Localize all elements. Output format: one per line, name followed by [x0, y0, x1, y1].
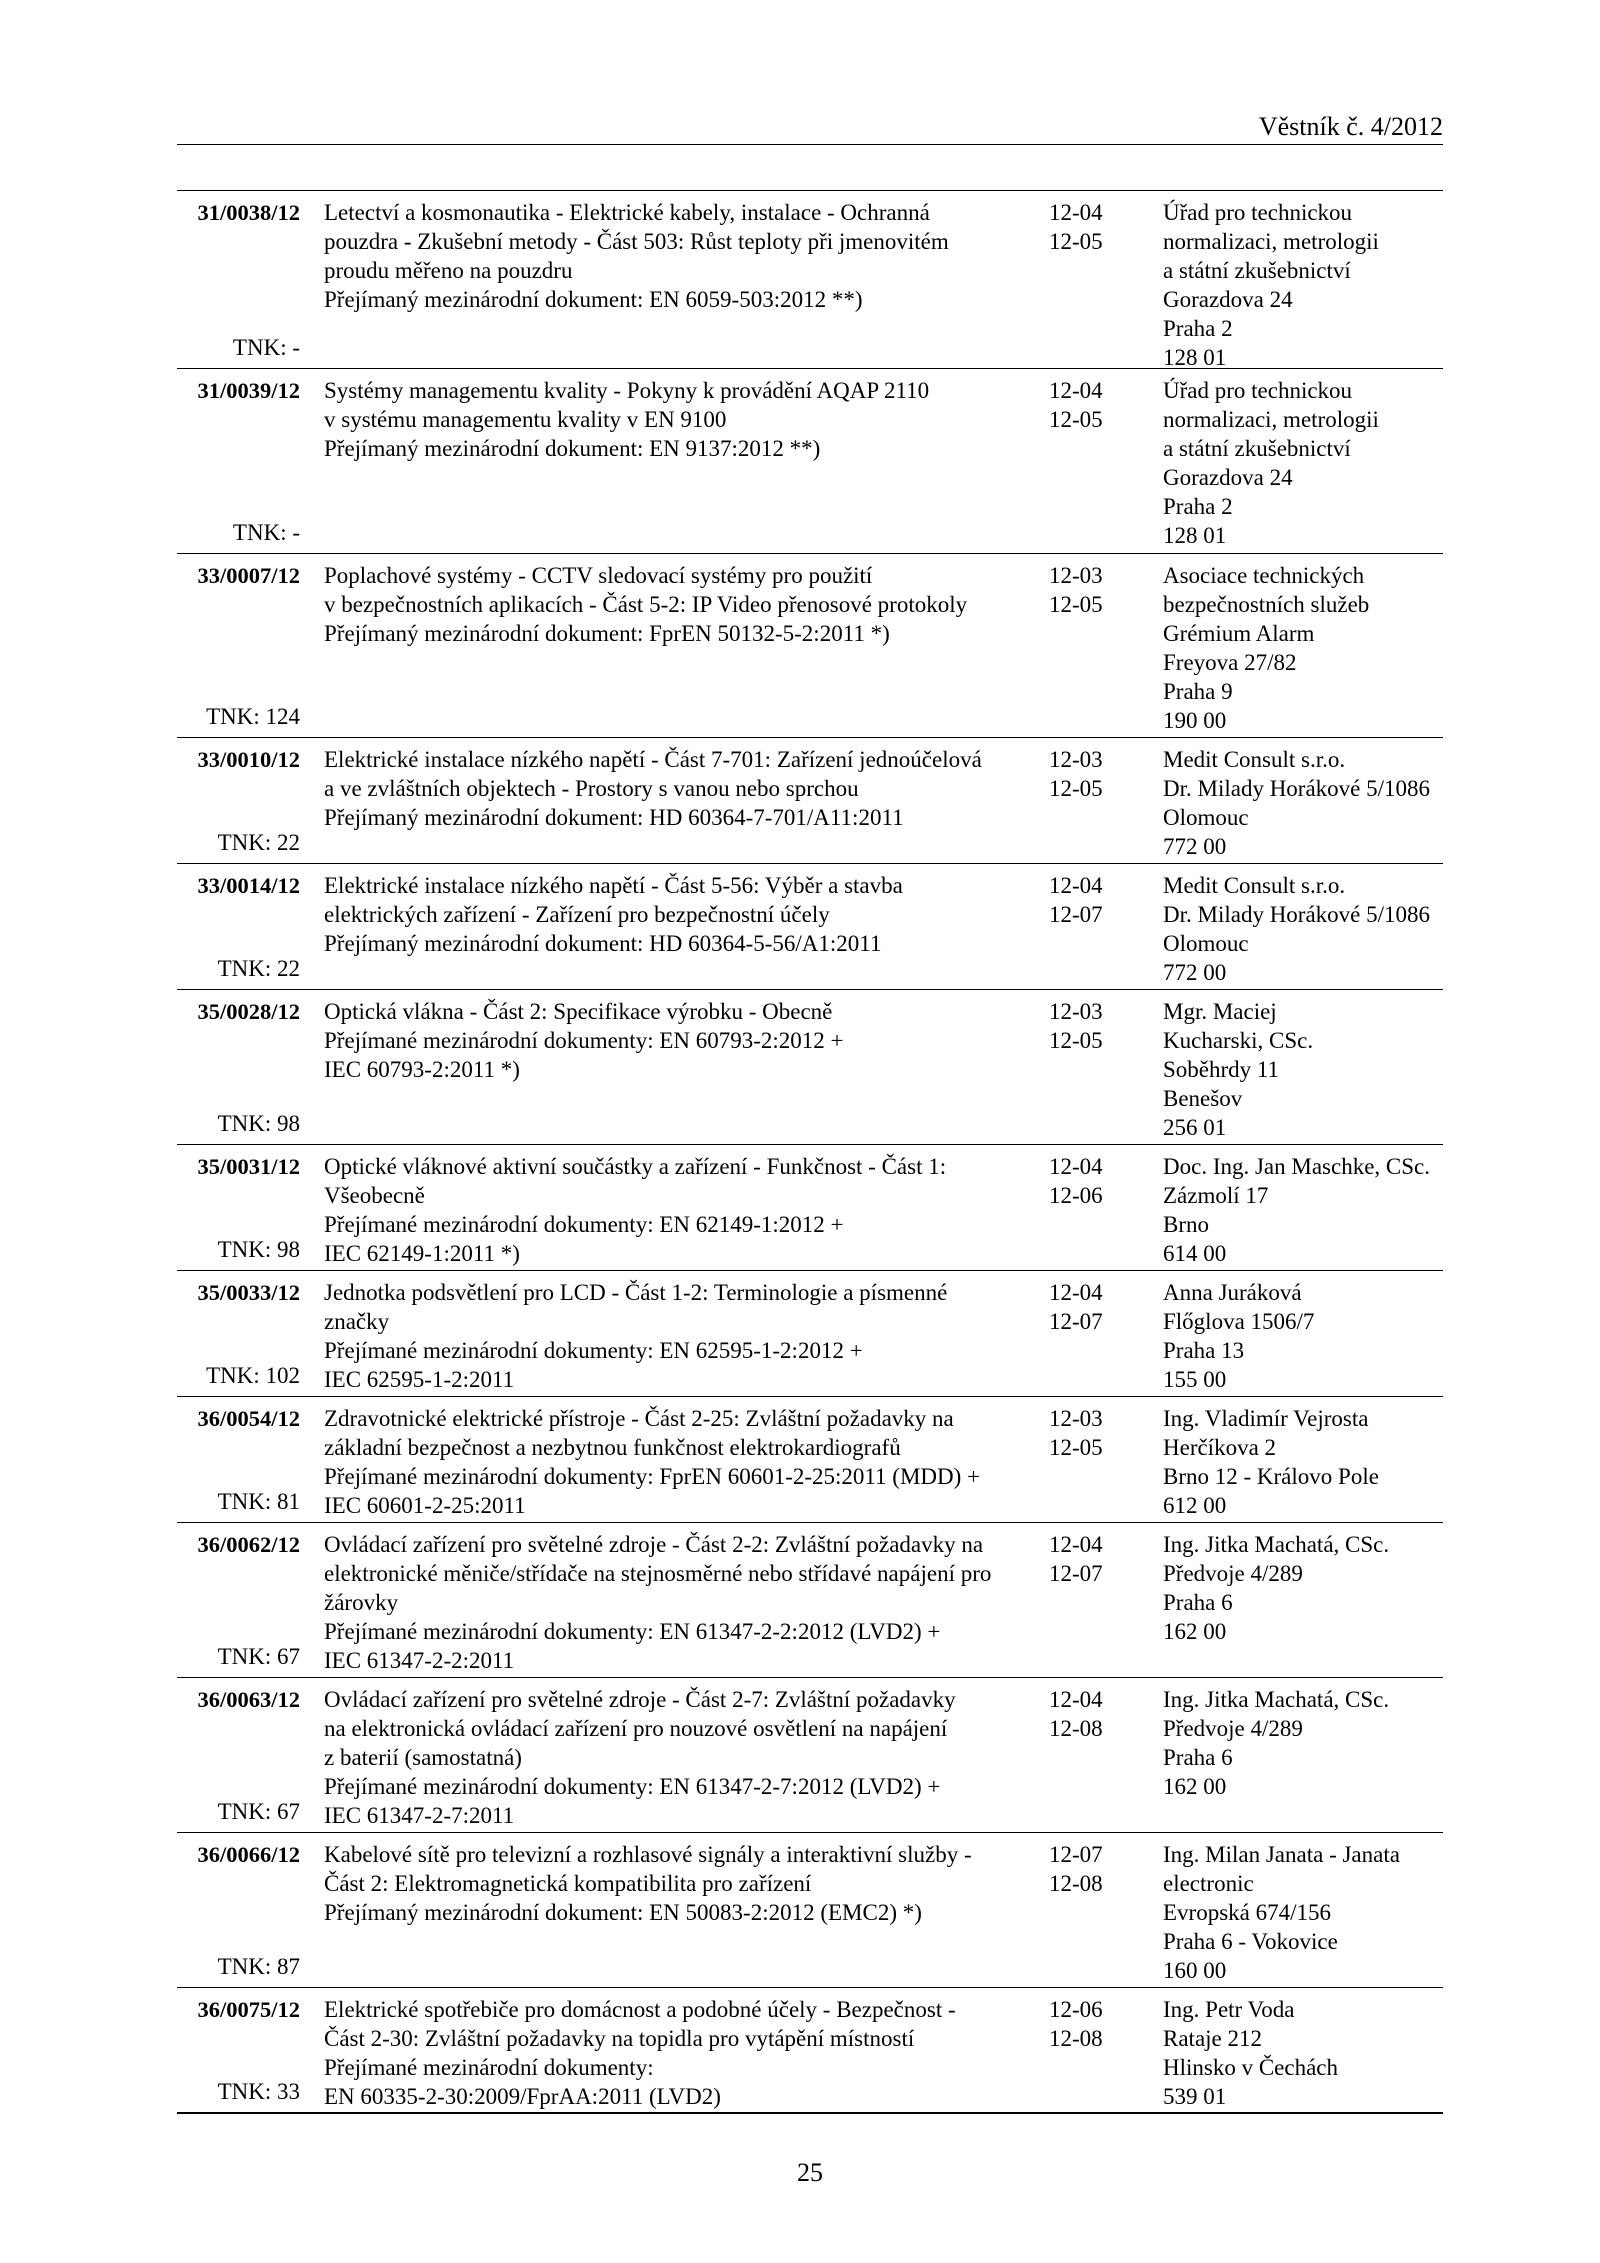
- contact-address-cell-line: bezpečnostních služeb: [1163, 592, 1370, 617]
- dates-cell: [1049, 745, 1139, 803]
- description-cell-line: v systému managementu kvality v EN 9100: [324, 407, 727, 432]
- description-cell-line: Elektrické spotřebiče pro domácnost a podobné účely - Bezpečnost -: [324, 1997, 956, 2022]
- table-row: [177, 1678, 1443, 1833]
- tnk-label: TNK: -: [232, 520, 300, 545]
- description-cell: [324, 1278, 1024, 1394]
- contact-address-cell-line: Benešov: [1163, 1086, 1243, 1111]
- document-id-cell: [177, 1271, 300, 1396]
- description-cell-line: Přejímané mezinárodní dokumenty: EN 60793-2:2012 +: [324, 1028, 844, 1053]
- dates-cell-line: 12-05: [1049, 407, 1103, 432]
- document-number: 35/0031/12: [197, 1154, 300, 1179]
- document-id-cell: [177, 369, 300, 553]
- dates-cell-line: 12-04: [1049, 1280, 1103, 1305]
- journal-title: Věstník č. 4/2012: [1258, 112, 1443, 141]
- description-cell-line: Část 2-30: Zvláštní požadavky na topidla pro vytápění místností: [324, 2026, 915, 2051]
- description-cell-line: Přejímané mezinárodní dokumenty: EN 62149-1:2012 +: [324, 1212, 844, 1237]
- contact-address-cell-line: 612 00: [1163, 1493, 1227, 1518]
- contact-address-cell-line: Rataje 212: [1163, 2026, 1262, 2051]
- tnk-label: TNK: -: [232, 335, 300, 360]
- contact-address-cell-line: Praha 2: [1163, 494, 1233, 519]
- description-cell-line: IEC 60601-2-25:2011: [324, 1493, 526, 1518]
- description-cell-line: Přejímaný mezinárodní dokument: EN 6059-503:2012 **): [324, 287, 863, 312]
- dates-cell-line: 12-05: [1049, 1435, 1103, 1460]
- document-number: 33/0007/12: [197, 563, 300, 588]
- description-cell: [324, 997, 1024, 1084]
- document-number: 33/0014/12: [197, 873, 300, 898]
- description-cell-line: elektrických zařízení - Zařízení pro bezpečnostní účely: [324, 902, 830, 927]
- description-cell-line: Kabelové sítě pro televizní a rozhlasové signály a interaktivní služby -: [324, 1842, 972, 1867]
- tnk-label: TNK: 102: [206, 1363, 300, 1388]
- document-number: 35/0028/12: [197, 999, 300, 1024]
- description-cell: [324, 871, 1024, 958]
- document-number: 36/0066/12: [197, 1842, 300, 1867]
- dates-cell-line: 12-06: [1049, 1183, 1103, 1208]
- contact-address-cell-line: Praha 9: [1163, 679, 1233, 704]
- description-cell-line: Přejímané mezinárodní dokumenty: FprEN 60601-2-25:2011 (MDD) +: [324, 1464, 981, 1489]
- contact-address-cell-line: Praha 2: [1163, 316, 1233, 341]
- tnk-label: TNK: 22: [217, 830, 300, 855]
- contact-address-cell-line: Gorazdova 24: [1163, 465, 1293, 490]
- description-cell-line: Přejímaný mezinárodní dokument: EN 50083-2:2012 (EMC2) *): [324, 1900, 922, 1925]
- tnk-label: TNK: 67: [217, 1644, 300, 1669]
- contact-address-cell: [1163, 1152, 1448, 1268]
- description-cell-line: Přejímané mezinárodní dokumenty: EN 61347-2-7:2012 (LVD2) +: [324, 1774, 941, 1799]
- contact-address-cell-line: Praha 6: [1163, 1590, 1233, 1615]
- dates-cell-line: 12-05: [1049, 1028, 1103, 1053]
- description-cell-line: Elektrické instalace nízkého napětí - Část 7-701: Zařízení jednoúčelová: [324, 747, 982, 772]
- contact-address-cell: [1163, 1404, 1448, 1520]
- description-cell-line: Systémy managementu kvality - Pokyny k provádění AQAP 2110: [324, 378, 930, 403]
- contact-address-cell-line: a státní zkušebnictví: [1163, 258, 1351, 283]
- contact-address-cell: [1163, 745, 1448, 861]
- contact-address-cell-line: 772 00: [1163, 960, 1227, 985]
- table-row: [177, 554, 1443, 738]
- document-id-cell: [177, 1678, 300, 1832]
- contact-address-cell-line: 128 01: [1163, 523, 1227, 548]
- contact-address-cell-line: 155 00: [1163, 1367, 1227, 1392]
- document-number: 31/0039/12: [197, 378, 300, 403]
- document-id-cell: [177, 554, 300, 737]
- contact-address-cell: [1163, 1995, 1448, 2111]
- tnk-label: TNK: 124: [206, 704, 300, 729]
- dates-cell: [1049, 1152, 1139, 1210]
- dates-cell-line: 12-04: [1049, 378, 1103, 403]
- description-cell-line: Přejímané mezinárodní dokumenty: EN 62595-1-2:2012 +: [324, 1338, 863, 1363]
- tnk-label: TNK: 67: [217, 1799, 300, 1824]
- document-id-cell: [177, 1523, 300, 1677]
- dates-cell: [1049, 1685, 1139, 1743]
- dates-cell: [1049, 376, 1139, 434]
- table-row: [177, 1988, 1443, 2114]
- description-cell: [324, 1995, 1024, 2111]
- description-cell-line: z baterií (samostatná): [324, 1745, 522, 1770]
- dates-cell: [1049, 198, 1139, 256]
- contact-address-cell-line: Ing. Petr Voda: [1163, 1997, 1295, 2022]
- contact-address-cell-line: Úřad pro technickou: [1163, 378, 1353, 403]
- description-cell-line: Letectví a kosmonautika - Elektrické kabely, instalace - Ochranná: [324, 200, 930, 225]
- description-cell: [324, 745, 1024, 832]
- dates-cell-line: 12-04: [1049, 1154, 1103, 1179]
- description-cell-line: IEC 62595-1-2:2011: [324, 1367, 515, 1392]
- tnk-label: TNK: 98: [217, 1111, 300, 1136]
- contact-address-cell-line: a státní zkušebnictví: [1163, 436, 1351, 461]
- contact-address-cell-line: Evropská 674/156: [1163, 1900, 1332, 1925]
- description-cell-line: Poplachové systémy - CCTV sledovací systémy pro použití: [324, 563, 873, 588]
- description-cell: [324, 1152, 1024, 1268]
- contact-address-cell-line: Mgr. Maciej: [1163, 999, 1277, 1024]
- contact-address-cell-line: Medit Consult s.r.o.: [1163, 873, 1346, 898]
- dates-cell-line: 12-03: [1049, 563, 1103, 588]
- contact-address-cell-line: normalizaci, metrologii: [1163, 229, 1379, 254]
- dates-cell-line: 12-04: [1049, 873, 1103, 898]
- standards-table: [177, 190, 1443, 2114]
- dates-cell-line: 12-03: [1049, 999, 1103, 1024]
- contact-address-cell: [1163, 1278, 1448, 1394]
- description-cell-line: v bezpečnostních aplikacích - Část 5-2: IP Video přenosové protokoly: [324, 592, 968, 617]
- table-row: [177, 1145, 1443, 1271]
- contact-address-cell-line: 162 00: [1163, 1619, 1227, 1644]
- description-cell-line: základní bezpečnost a nezbytnou funkčnost elektrokardiografů: [324, 1435, 901, 1460]
- contact-address-cell-line: Praha 13: [1163, 1338, 1245, 1363]
- contact-address-cell: [1163, 997, 1448, 1142]
- contact-address-cell-line: Herčíkova 2: [1163, 1435, 1277, 1460]
- dates-cell-line: 12-04: [1049, 1532, 1103, 1557]
- document-number: 36/0062/12: [197, 1532, 300, 1557]
- dates-cell: [1049, 871, 1139, 929]
- contact-address-cell-line: Ing. Milan Janata - Janata: [1163, 1842, 1400, 1867]
- dates-cell: [1049, 1840, 1139, 1898]
- dates-cell-line: 12-03: [1049, 1406, 1103, 1431]
- dates-cell-line: 12-07: [1049, 1842, 1103, 1867]
- description-cell-line: Jednotka podsvětlení pro LCD - Část 1-2: Terminologie a písmenné: [324, 1280, 948, 1305]
- document-id-cell: [177, 191, 300, 368]
- contact-address-cell-line: Flőglova 1506/7: [1163, 1309, 1315, 1334]
- contact-address-cell-line: Hlinsko v Čechách: [1163, 2055, 1339, 2080]
- page-number: 25: [797, 2158, 823, 2187]
- table-row: [177, 1397, 1443, 1523]
- contact-address-cell-line: 772 00: [1163, 834, 1227, 859]
- contact-address-cell: [1163, 198, 1448, 372]
- table-row: [177, 1833, 1443, 1988]
- document-id-cell: [177, 1397, 300, 1522]
- document-id-cell: [177, 738, 300, 863]
- description-cell-line: pouzdra - Zkušební metody - Část 503: Růst teploty při jmenovitém: [324, 229, 949, 254]
- table-row: [177, 990, 1443, 1145]
- description-cell-line: proudu měřeno na pouzdru: [324, 258, 573, 283]
- dates-cell-line: 12-08: [1049, 1716, 1103, 1741]
- contact-address-cell-line: Dr. Milady Horákové 5/1086: [1163, 776, 1431, 801]
- dates-cell-line: 12-07: [1049, 1561, 1103, 1586]
- description-cell-line: Přejímaný mezinárodní dokument: EN 9137:2012 **): [324, 436, 821, 461]
- description-cell: [324, 561, 1024, 648]
- table-row: [177, 738, 1443, 864]
- contact-address-cell-line: Předvoje 4/289: [1163, 1561, 1303, 1586]
- description-cell-line: Všeobecně: [324, 1183, 425, 1208]
- contact-address-cell-line: Brno: [1163, 1212, 1209, 1237]
- description-cell-line: IEC 60793-2:2011 *): [324, 1057, 520, 1082]
- contact-address-cell-line: 160 00: [1163, 1958, 1227, 1983]
- document-id-cell: [177, 990, 300, 1144]
- tnk-label: TNK: 87: [217, 1954, 300, 1979]
- dates-cell: [1049, 1278, 1139, 1336]
- contact-address-cell-line: Úřad pro technickou: [1163, 200, 1353, 225]
- description-cell: [324, 1685, 1024, 1830]
- dates-cell-line: 12-07: [1049, 1309, 1103, 1334]
- contact-address-cell-line: 614 00: [1163, 1241, 1227, 1266]
- description-cell-line: Zdravotnické elektrické přístroje - Část 2-25: Zvláštní požadavky na: [324, 1406, 954, 1431]
- contact-address-cell-line: 539 01: [1163, 2084, 1227, 2109]
- description-cell-line: IEC 61347-2-2:2011: [324, 1648, 515, 1673]
- contact-address-cell-line: Kucharski, CSc.: [1163, 1028, 1314, 1053]
- description-cell-line: Optické vláknové aktivní součástky a zařízení - Funkčnost - Část 1:: [324, 1154, 947, 1179]
- document-id-cell: [177, 1988, 300, 2112]
- contact-address-cell-line: Doc. Ing. Jan Maschke, CSc.: [1163, 1154, 1431, 1179]
- description-cell: [324, 1530, 1024, 1675]
- dates-cell-line: 12-05: [1049, 776, 1103, 801]
- document-id-cell: [177, 1833, 300, 1987]
- contact-address-cell: [1163, 1530, 1448, 1646]
- description-cell-line: Ovládací zařízení pro světelné zdroje - Část 2-7: Zvláštní požadavky: [324, 1687, 956, 1712]
- contact-address-cell-line: Ing. Vladimír Vejrosta: [1163, 1406, 1369, 1431]
- description-cell-line: Přejímaný mezinárodní dokument: HD 60364-5-56/A1:2011: [324, 931, 882, 956]
- description-cell-line: Část 2: Elektromagnetická kompatibilita pro zařízení: [324, 1871, 812, 1896]
- description-cell-line: žárovky: [324, 1590, 399, 1615]
- description-cell: [324, 1404, 1024, 1520]
- contact-address-cell-line: Praha 6: [1163, 1745, 1233, 1770]
- description-cell: [324, 1840, 1024, 1927]
- contact-address-cell-line: Zázmolí 17: [1163, 1183, 1269, 1208]
- tnk-label: TNK: 33: [217, 2079, 300, 2104]
- description-cell-line: EN 60335-2-30:2009/FprAA:2011 (LVD2): [324, 2084, 721, 2109]
- contact-address-cell-line: Ing. Jitka Machatá, CSc.: [1163, 1687, 1390, 1712]
- contact-address-cell-line: Předvoje 4/289: [1163, 1716, 1303, 1741]
- description-cell-line: Ovládací zařízení pro světelné zdroje - Část 2-2: Zvláštní požadavky na: [324, 1532, 984, 1557]
- document-number: 35/0033/12: [197, 1280, 300, 1305]
- description-cell: [324, 376, 1024, 463]
- contact-address-cell-line: electronic: [1163, 1871, 1254, 1896]
- contact-address-cell: [1163, 561, 1448, 735]
- description-cell-line: Přejímaný mezinárodní dokument: HD 60364-7-701/A11:2011: [324, 805, 904, 830]
- contact-address-cell-line: 190 00: [1163, 708, 1227, 733]
- contact-address-cell-line: Gorazdova 24: [1163, 287, 1293, 312]
- table-row: [177, 1523, 1443, 1678]
- description-cell-line: IEC 61347-2-7:2011: [324, 1803, 515, 1828]
- contact-address-cell: [1163, 1840, 1448, 1985]
- dates-cell: [1049, 1995, 1139, 2053]
- contact-address-cell-line: Asociace technických: [1163, 563, 1365, 588]
- contact-address-cell: [1163, 871, 1448, 987]
- tnk-label: TNK: 98: [217, 1237, 300, 1262]
- description-cell-line: IEC 62149-1:2011 *): [324, 1241, 520, 1266]
- contact-address-cell-line: 256 01: [1163, 1115, 1227, 1140]
- contact-address-cell: [1163, 1685, 1448, 1801]
- dates-cell-line: 12-04: [1049, 200, 1103, 225]
- dates-cell-line: 12-05: [1049, 592, 1103, 617]
- table-row: [177, 864, 1443, 990]
- document-id-cell: [177, 864, 300, 989]
- description-cell-line: Elektrické instalace nízkého napětí - Část 5-56: Výběr a stavba: [324, 873, 903, 898]
- tnk-label: TNK: 22: [217, 956, 300, 981]
- dates-cell-line: 12-03: [1049, 747, 1103, 772]
- description-cell-line: elektronické měniče/střídače na stejnosměrné nebo střídavé napájení pro: [324, 1561, 992, 1586]
- contact-address-cell-line: Dr. Milady Horákové 5/1086: [1163, 902, 1431, 927]
- description-cell-line: Přejímaný mezinárodní dokument: FprEN 50132-5-2:2011 *): [324, 621, 890, 646]
- dates-cell-line: 12-06: [1049, 1997, 1103, 2022]
- dates-cell-line: 12-05: [1049, 229, 1103, 254]
- description-cell-line: značky: [324, 1309, 390, 1334]
- document-id-cell: [177, 1145, 300, 1270]
- table-row: [177, 191, 1443, 369]
- contact-address-cell-line: Brno 12 - Královo Pole: [1163, 1464, 1379, 1489]
- contact-address-cell-line: Anna Juráková: [1163, 1280, 1302, 1305]
- description-cell-line: Přejímané mezinárodní dokumenty: EN 61347-2-2:2012 (LVD2) +: [324, 1619, 941, 1644]
- document-number: 31/0038/12: [197, 200, 300, 225]
- dates-cell: [1049, 1404, 1139, 1462]
- description-cell-line: Optická vlákna - Část 2: Specifikace výrobku - Obecně: [324, 999, 833, 1024]
- dates-cell-line: 12-08: [1049, 2026, 1103, 2051]
- dates-cell: [1049, 997, 1139, 1055]
- dates-cell-line: 12-08: [1049, 1871, 1103, 1896]
- dates-cell-line: 12-04: [1049, 1687, 1103, 1712]
- contact-address-cell-line: Olomouc: [1163, 805, 1249, 830]
- document-number: 36/0063/12: [197, 1687, 300, 1712]
- contact-address-cell-line: Medit Consult s.r.o.: [1163, 747, 1346, 772]
- dates-cell-line: 12-07: [1049, 902, 1103, 927]
- description-cell-line: Přejímané mezinárodní dokumenty:: [324, 2055, 654, 2080]
- dates-cell: [1049, 1530, 1139, 1588]
- document-number: 36/0075/12: [197, 1997, 300, 2022]
- table-row: [177, 369, 1443, 554]
- contact-address-cell-line: 162 00: [1163, 1774, 1227, 1799]
- page-header: [177, 112, 1443, 145]
- description-cell: [324, 198, 1024, 314]
- contact-address-cell: [1163, 376, 1448, 550]
- contact-address-cell-line: Olomouc: [1163, 931, 1249, 956]
- contact-address-cell-line: 128 01: [1163, 345, 1227, 370]
- contact-address-cell-line: Soběhrdy 11: [1163, 1057, 1280, 1082]
- table-row: [177, 1271, 1443, 1397]
- description-cell-line: a ve zvláštních objektech - Prostory s vanou nebo sprchou: [324, 776, 859, 801]
- contact-address-cell-line: Ing. Jitka Machatá, CSc.: [1163, 1532, 1390, 1557]
- contact-address-cell-line: Grémium Alarm: [1163, 621, 1315, 646]
- contact-address-cell-line: Praha 6 - Vokovice: [1163, 1929, 1338, 1954]
- dates-cell: [1049, 561, 1139, 619]
- contact-address-cell-line: Freyova 27/82: [1163, 650, 1297, 675]
- contact-address-cell-line: normalizaci, metrologii: [1163, 407, 1379, 432]
- document-number: 36/0054/12: [197, 1406, 300, 1431]
- tnk-label: TNK: 81: [217, 1489, 300, 1514]
- document-number: 33/0010/12: [197, 747, 300, 772]
- description-cell-line: na elektronická ovládací zařízení pro nouzové osvětlení na napájení: [324, 1716, 948, 1741]
